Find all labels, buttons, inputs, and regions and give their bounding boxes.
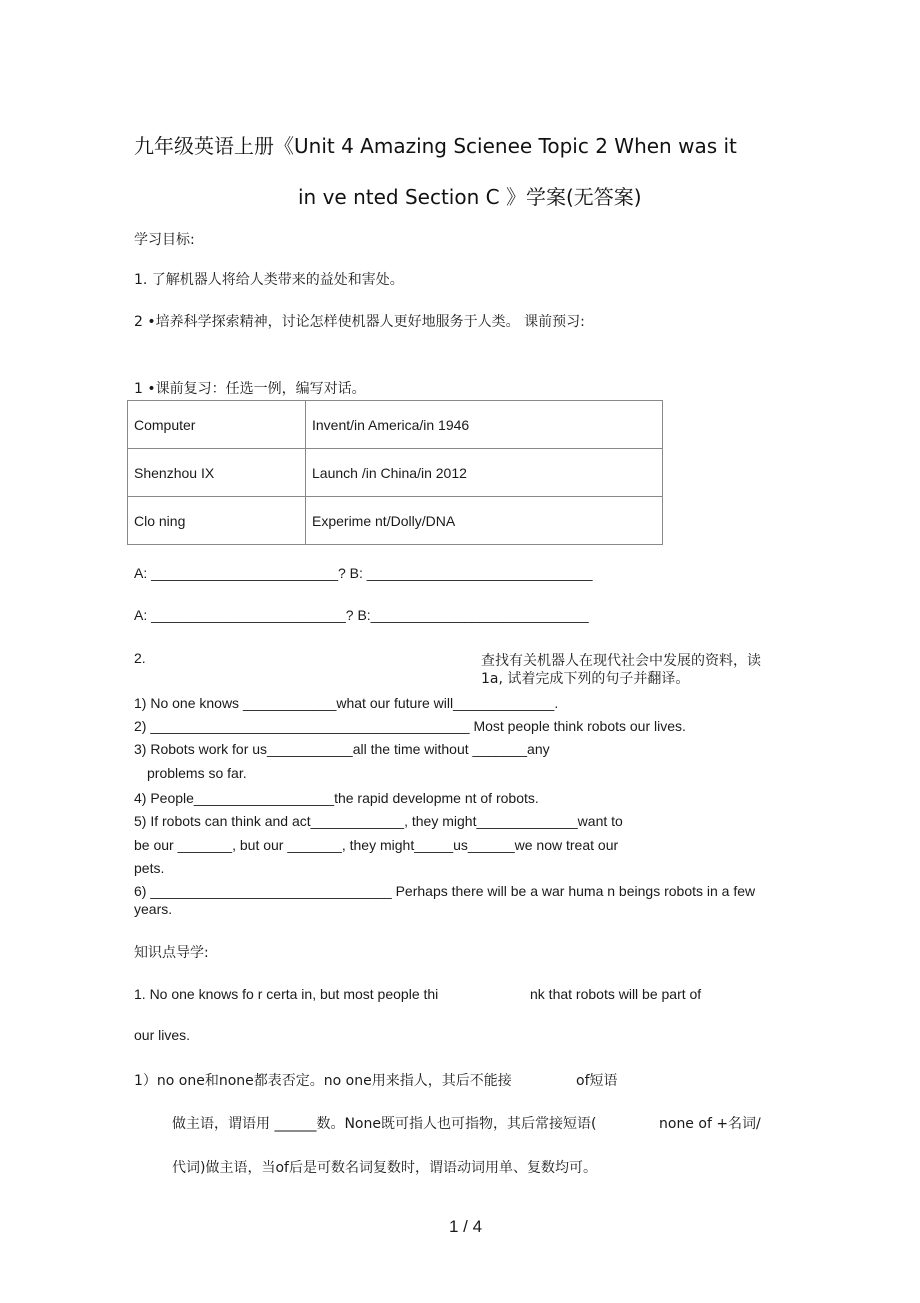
sentence-5: 5) If robots can think and act____________, they might_____________want to (134, 813, 623, 829)
table-cell-hint: Invent/in America/in 1946 (306, 401, 663, 449)
note-2-right: none of +名词/ (659, 1116, 761, 1132)
note-1: 1）no one和none都表否定。no one用来指人，其后不能接 (134, 1073, 512, 1089)
sentence-5-continued: be our _______, but our _______, they might_____us______we now treat our (134, 837, 619, 853)
knowledge-heading: 知识点导学: (134, 945, 209, 961)
review-table (127, 400, 663, 545)
objectives-heading: 学习目标: (134, 232, 195, 248)
table-row (128, 497, 663, 545)
section2-instruction-line2: 1a, 试着完成下列的句子并翻译。 (481, 671, 690, 687)
document-title-line1: 九年级英语上册《Unit 4 Amazing Scienee Topic 2 When was it (134, 134, 737, 158)
sentence-1: 1) No one knows ____________what our future will_____________. (134, 695, 559, 711)
sentence-3-continued: problems so far. (147, 765, 247, 781)
objective-item-1: 1. 了解机器人将给人类带来的益处和害处。 (134, 272, 404, 288)
sentence-6-continued: years. (134, 901, 173, 917)
note-3: 代词)做主语，当of后是可数名词复数时，谓语动词用单、复数均可。 (172, 1160, 597, 1176)
note-2: 做主语，谓语用 ______数。None既可指人也可指物，其后常接短语( (172, 1116, 597, 1132)
note-1-right: of短语 (576, 1073, 618, 1089)
page-number: 1 / 4 (449, 1217, 483, 1236)
table-cell-topic: Computer (128, 401, 306, 449)
objective-item-2: 2 •培养科学探索精神，讨论怎样使机器人更好地服务于人类。 课前预习: (134, 314, 585, 330)
table-cell-hint: Launch /in China/in 2012 (306, 449, 663, 497)
document-title-line2: in ve nted Section C 》学案(无答案) (298, 185, 642, 209)
sentence-6: 6) _______________________________ Perhaps there will be a war huma n beings robots in a few (134, 883, 756, 899)
review-heading: 1 •课前复习：任选一例，编写对话。 (134, 381, 366, 397)
sentence-3: 3) Robots work for us___________all the time without _______any (134, 741, 550, 757)
table-cell-topic: Shenzhou IX (128, 449, 306, 497)
knowledge-point-1-continued: our lives. (134, 1027, 191, 1043)
table-cell-topic: Clo ning (128, 497, 306, 545)
sentence-2: 2) _________________________________________ Most people think robots our lives. (134, 718, 686, 734)
section2-number: 2. (134, 650, 146, 666)
dialog-line-1: A: ________________________? B: _____________________________ (134, 565, 593, 581)
knowledge-point-1: 1. No one knows fo r certa in, but most people thi (134, 986, 439, 1002)
section2-instruction-line1: 查找有关机器人在现代社会中发展的资料，读 (481, 653, 761, 669)
table-row (128, 401, 663, 449)
sentence-4: 4) People__________________the rapid developme nt of robots. (134, 790, 539, 806)
knowledge-point-1-right: nk that robots will be part of (530, 986, 702, 1002)
sentence-5-end: pets. (134, 860, 165, 876)
table-row (128, 449, 663, 497)
table-cell-hint: Experime nt/Dolly/DNA (306, 497, 663, 545)
dialog-line-2: A: _________________________? B:____________________________ (134, 607, 589, 623)
